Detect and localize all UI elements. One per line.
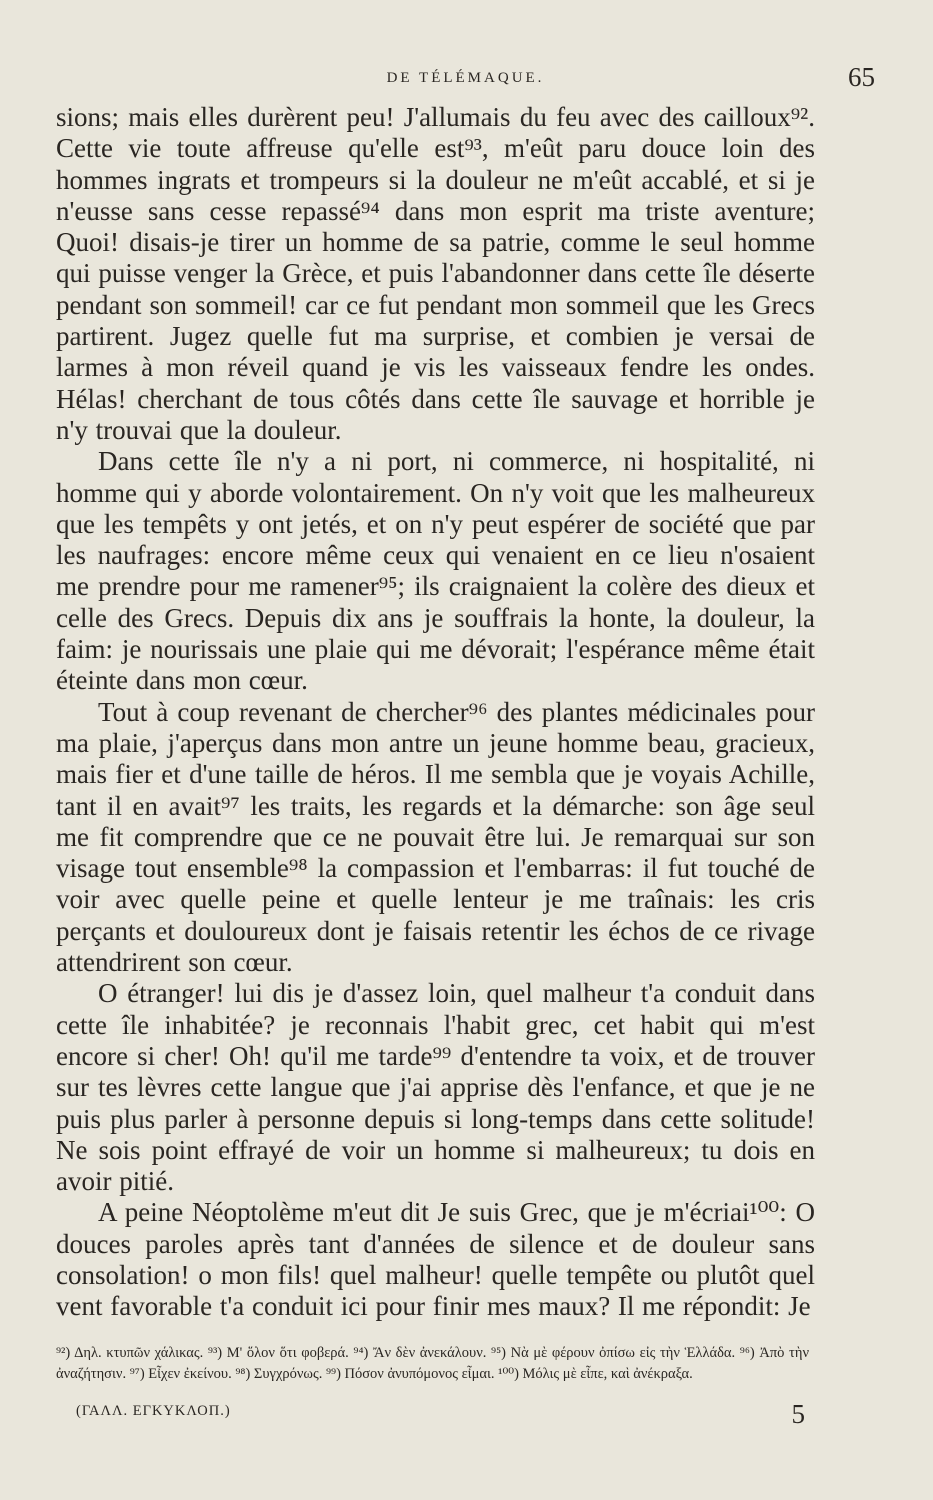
signature-label: (ΓΑΛΛ. ΕΓΚΥΚΛΟΠ.) [76, 1402, 231, 1419]
footnotes [56, 1343, 815, 1385]
signature-number: 5 [791, 1398, 805, 1429]
paragraph-5: A peine Néoptolème m'eut dit Je suis Grec, que je m'écriai¹⁰⁰: O douces paroles après tant d'années de silence et de douleur sans consolation! o mon fils! quel malheur! quelle tempête ou plutôt quel vent favorable t'a conduit ici pour finir mes maux? Il me répondit: Je [56, 1197, 815, 1322]
running-title: DE TÉLÉMAQUE. [386, 70, 545, 86]
page-header [56, 62, 875, 102]
page-number: 65 [848, 62, 875, 92]
paragraph-4: O étranger! lui dis je d'assez loin, quel malheur t'a conduit dans cette île inhabitée? je reconnais l'habit grec, cet habit qui m'est encore si cher! Oh! qu'il me tarde⁹⁹ d'entendre ta voix, et de trouver sur tes lèvres cette langue que j'ai apprise dès l'enfance, et que je ne puis plus parler à personne depuis si long-temps dans cette solitude! Ne sois point effrayé de voir un homme si malheureux; tu dois en avoir pitié. [56, 978, 815, 1197]
signature-line [56, 1399, 815, 1439]
paragraph-1: sions; mais elles durèrent peu! J'allumais du feu avec des cailloux⁹². Cette vie toute affreuse qu'elle est⁹³, m'eût paru douce loin des hommes ingrats et trompeurs si la douleur ne m'eût accablé, et si je n'eusse sans cesse repassé⁹⁴ dans mon esprit ma triste aventure; Quoi! disais-je tirer un homme de sa patrie, comme le seul homme qui puisse venger la Grèce, et puis l'abandonner dans cette île déserte pendant son sommeil! car ce fut pendant mon sommeil que les Grecs partirent. Jugez quelle fut ma surprise, et combien je versai de larmes à mon réveil quand je vis les vaisseaux fendre les ondes. Hélas! cherchant de tous côtés dans cette île sauvage et horrible je n'y trouvai que la douleur. [56, 102, 815, 445]
body-text [56, 102, 815, 1323]
paragraph-2: Dans cette île n'y a ni port, ni commerce, ni hospitalité, ni homme qui y aborde volontairement. On n'y voit que les malheureux que les tempêts y ont jetés, et on n'y peut espérer de société que par les naufrages: encore même ceux qui venaient en ce lieu n'osaient me prendre pour me ramener⁹⁵; ils craignaient la colère des dieux et celle des Grecs. Depuis dix ans je souffrais la honte, la douleur, la faim: je nourissais une plaie qui me dévorait; l'espérance même était éteinte dans mon cœur. [56, 446, 815, 696]
paragraph-3: Tout à coup revenant de chercher⁹⁶ des plantes médicinales pour ma plaie, j'aperçus dans mon antre un jeune homme beau, gracieux, mais fier et d'une taille de héros. Il me sembla que je voyais Achille, tant il en avait⁹⁷ les traits, les regards et la démarche: son âge seul me fit comprendre que ce ne pouvait être lui. Je remarquai sur son visage tout ensemble⁹⁸ la compassion et l'embarras: il fut touché de voir avec quelle peine et quelle lenteur je me traînais: les cris perçants et douloureux dont je faisais retentir les échos de ce rivage attendrirent son cœur. [56, 696, 815, 978]
footnote-block: ⁹²) Δηλ. κτυπῶν χάλικας. ⁹³) Μ' ὅλον ὅτι φοβερά. ⁹⁴) Ἄν δὲν ἀνεκάλουν. ⁹⁵) Νὰ μὲ φέρουν ὀπίσω εἰς τὴν Ἑλλάδα. ⁹⁶) Ἀπὸ τὴν ἀναζήτησιν. ⁹⁷) Εἶχεν ἐκείνου. ⁹⁸) Συγχρόνως. ⁹⁹) Πόσον ἀνυπόμονος εἶμαι. ¹⁰⁰) Μόλις μὲ εἶπε, καὶ ἀνέκραξα. [56, 1344, 809, 1382]
